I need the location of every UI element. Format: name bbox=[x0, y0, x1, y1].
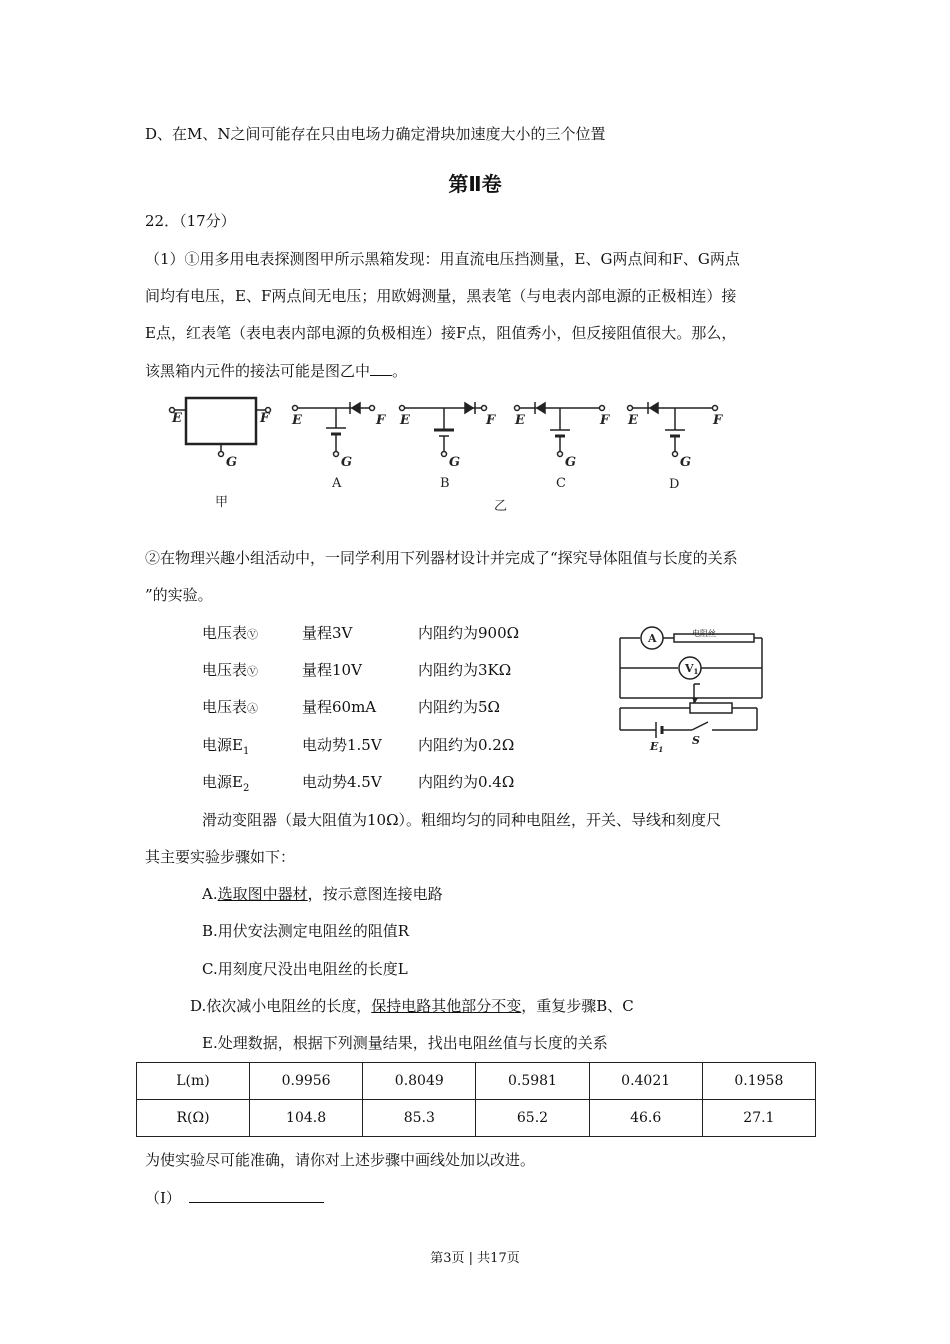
label-e-b: E bbox=[400, 413, 410, 428]
step-c: C.用刻度尺没出电阻丝的长度L bbox=[202, 960, 408, 978]
equip-3-resistance: 内阻约为5Ω bbox=[418, 698, 500, 716]
equip-5-resistance: 内阻约为0.4Ω bbox=[418, 773, 515, 791]
label-f-b: F bbox=[486, 413, 496, 428]
table-cell: 0.9956 bbox=[250, 1063, 363, 1100]
equip-5-name: 电源$E_2$ bbox=[202, 773, 250, 794]
table-cell: 85.3 bbox=[363, 1100, 476, 1137]
page-footer: 第3页 | 共17页 bbox=[430, 1251, 520, 1266]
label-f-a: F bbox=[376, 413, 386, 428]
para1-line4-end: 。 bbox=[392, 362, 408, 380]
equip-1-resistance: 内阻约为900Ω bbox=[418, 624, 520, 642]
equip-4-range: 电动势1.5V bbox=[302, 736, 382, 754]
para1-line1: （1）①用多用电表探测图甲所示黑箱发现：用直流电压挡测量，E、G两点间和F、G两点 bbox=[145, 250, 740, 268]
steps-intro: 其主要实验步骤如下： bbox=[145, 848, 296, 866]
label-g-c: G bbox=[565, 455, 577, 470]
answer-line: （Ⅰ） bbox=[145, 1186, 324, 1208]
label-e-jia: E bbox=[172, 411, 182, 426]
answer-input-line[interactable] bbox=[189, 1186, 324, 1203]
equip-2-range: 量程10V bbox=[302, 661, 362, 679]
label-f-jia: F bbox=[260, 411, 270, 426]
table-row bbox=[137, 1100, 816, 1137]
equip-4-name: 电源$E_1$ bbox=[202, 736, 250, 757]
step-b: B.用伏安法测定电阻丝的阻值R bbox=[202, 922, 410, 940]
step-a: A.选取图中器材，按示意图连接电路 bbox=[202, 885, 443, 903]
question-header: 22．（17分） bbox=[145, 212, 236, 230]
step-d-underlined: 保持电路其他部分不变 bbox=[371, 997, 522, 1015]
battery-label: E1 bbox=[650, 740, 664, 754]
step-d: D.依次减小电阻丝的长度，保持电路其他部分不变，重复步骤B、C bbox=[190, 997, 634, 1015]
table-cell: 0.1958 bbox=[702, 1063, 815, 1100]
equip-2-name: 电压表Ⓥ bbox=[202, 661, 259, 679]
answer-blank[interactable] bbox=[370, 361, 392, 376]
label-e-c: E bbox=[515, 413, 525, 428]
blackbox-figure bbox=[160, 390, 740, 520]
para1-line3: E点，红表笔（表电表内部电源的负极相连）接F点，阻值秀小，但反接阻值很大。那么， bbox=[145, 324, 737, 342]
label-option-d: D bbox=[669, 477, 680, 492]
para1-line4 bbox=[145, 361, 407, 381]
step-a-underlined: 选取图中器材 bbox=[217, 885, 308, 903]
para1-line4-text: 该黑箱内元件的接法可能是图乙中 bbox=[145, 362, 371, 380]
rheostat-line: 滑动变阻器（最大阻值为10Ω）。粗细均匀的同种电阻丝，开关、导线和刻度尺 bbox=[202, 811, 722, 829]
para1-line2: 间均有电压，E、F两点间无电压；用欧姆测量，黑表笔（与电表内部电源的正极相连）接 bbox=[145, 287, 737, 305]
label-g-b: G bbox=[449, 455, 461, 470]
improve-prompt: 为使实验尽可能准确，请你对上述步骤中画线处加以改进。 bbox=[145, 1151, 536, 1169]
para2-line1: ②在物理兴趣小组活动中，一同学利用下列器材设计并完成了“探究导体阻值与长度的关系 bbox=[145, 549, 738, 567]
label-jia: 甲 bbox=[215, 495, 229, 510]
label-option-b: B bbox=[440, 476, 450, 491]
label-yi: 乙 bbox=[494, 499, 508, 514]
table-cell: 65.2 bbox=[476, 1100, 589, 1137]
label-g-a: G bbox=[341, 455, 353, 470]
para2-line2: ”的实验。 bbox=[145, 586, 213, 604]
label-e-a: E bbox=[292, 413, 302, 428]
table-cell: 27.1 bbox=[702, 1100, 815, 1137]
table-cell: 46.6 bbox=[589, 1100, 702, 1137]
label-option-a: A bbox=[332, 476, 342, 491]
label-g-d: G bbox=[680, 455, 692, 470]
table-cell: 0.5981 bbox=[476, 1063, 589, 1100]
label-f-d: F bbox=[713, 413, 723, 428]
label-option-c: C bbox=[556, 476, 566, 491]
equip-3-name: 电压表Ⓐ bbox=[202, 698, 259, 716]
equip-3-range: 量程60mA bbox=[302, 698, 377, 716]
table-row bbox=[137, 1063, 816, 1100]
equip-1-range: 量程3V bbox=[302, 624, 353, 642]
table-cell: 104.8 bbox=[250, 1100, 363, 1137]
label-g-jia: G bbox=[226, 455, 238, 470]
step-e: E.处理数据，根据下列测量结果，找出电阻丝值与长度的关系 bbox=[202, 1034, 608, 1052]
table-header-resistance: R(Ω) bbox=[137, 1100, 250, 1137]
option-d: D、在M、N之间可能存在只由电场力确定滑块加速度大小的三个位置 bbox=[145, 125, 606, 143]
table-cell: 0.4021 bbox=[589, 1063, 702, 1100]
circuit-diagram bbox=[612, 622, 770, 754]
equip-5-range: 电动势4.5V bbox=[302, 773, 382, 791]
resistance-wire-label: 电阻丝 bbox=[692, 629, 716, 638]
voltmeter-label: V1 bbox=[685, 662, 699, 676]
table-header-length: L(m) bbox=[137, 1063, 250, 1100]
label-f-c: F bbox=[600, 413, 610, 428]
measurement-table bbox=[136, 1062, 816, 1137]
switch-label: S bbox=[692, 734, 700, 747]
equip-1-name: 电压表Ⓥ bbox=[202, 624, 259, 642]
table-cell: 0.8049 bbox=[363, 1063, 476, 1100]
equip-4-resistance: 内阻约为0.2Ω bbox=[418, 736, 515, 754]
label-e-d: E bbox=[628, 413, 638, 428]
ammeter-label: A bbox=[648, 632, 657, 645]
equip-2-resistance: 内阻约为3KΩ bbox=[418, 661, 512, 679]
section-title: 第Ⅱ卷 bbox=[448, 172, 502, 196]
